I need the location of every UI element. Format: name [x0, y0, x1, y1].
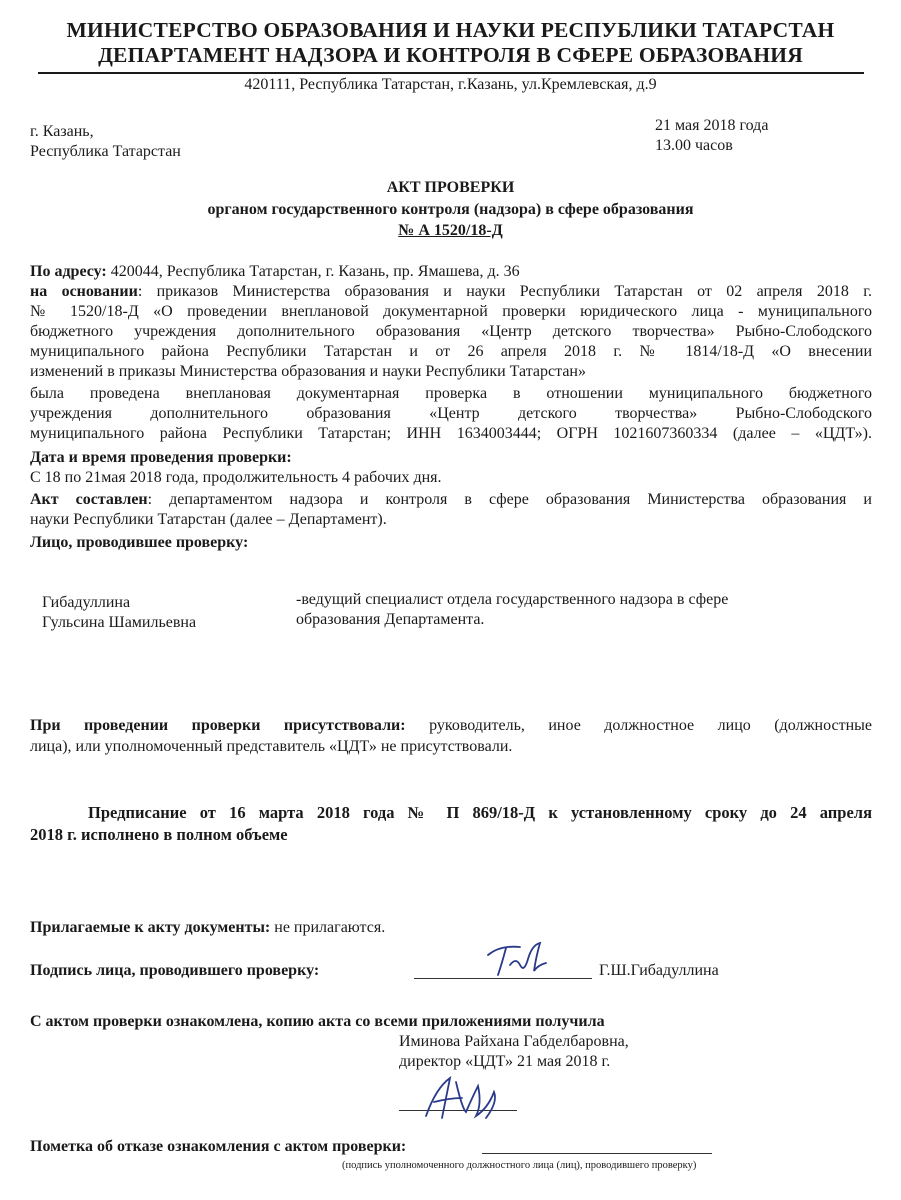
presence-line-2: лица), или уполномоченный представитель «ЦДТ» не присутствовали. [30, 738, 513, 755]
check-line-1: была проведена внеплановая документарная проверка в отношении муниципального бюджетного [30, 385, 872, 402]
inspector-surname: Гибадуллина [42, 594, 131, 611]
check-line-2: учреждения дополнительного образования «Центр детского творчества» Рыбно-Слободского [30, 405, 872, 422]
prescription-line-1: Предписание от 16 марта 2018 года № П 869/18-Д к установленному сроку до 24 апреля [88, 803, 872, 822]
act-title: АКТ ПРОВЕРКИ [386, 179, 515, 196]
signature-name: Г.Ш.Гибадуллина [599, 962, 719, 979]
acquaint-name: Иминова Райхана Габделбаровна, [399, 1033, 629, 1050]
presence-text: руководитель, иное должностное лицо (должностные [405, 717, 872, 734]
inspector-name: Гульсина Шамильевна [42, 614, 197, 631]
act-composer-line-2: науки Республики Татарстан (далее – Департамент). [30, 511, 387, 528]
basis-line-3: бюджетного учреждения дополнительного образования «Центр детского творчества» Рыбно-Слободского [30, 323, 872, 340]
check-date-label: Дата и время проведения проверки: [30, 449, 292, 466]
attached-label: Прилагаемые к акту документы: [30, 919, 271, 936]
signature-label: Подпись лица, проводившего проверку: [30, 962, 320, 979]
address-value: 420044, Республика Татарстан, г. Казань, пр. Ямашева, д. 36 [106, 263, 520, 280]
header-address: 420111, Республика Татарстан, г.Казань, ул.Кремлевская, д.9 [244, 76, 657, 93]
basis-line-1 [30, 282, 872, 302]
refusal-label: Пометка об отказе ознакомления с актом проверки: [30, 1138, 407, 1155]
basis-label: на основании [30, 283, 138, 300]
city: г. Казань, [30, 123, 94, 140]
act-composer-text: : департаментом надзора и контроля в сфере образования Министерства образования и [147, 491, 872, 508]
act-number [0, 222, 901, 240]
basis-line-2: № 1520/18-Д «О проведении внеплановой документарной проверки юридического лица - муниципального [30, 303, 872, 320]
acquaint-role: директор «ЦДТ» 21 мая 2018 г. [399, 1053, 611, 1070]
ministry-name: МИНИСТЕРСТВО ОБРАЗОВАНИЯ И НАУКИ РЕСПУБЛИКИ ТАТАРСТАН [66, 18, 835, 42]
director-signature-icon [416, 1068, 506, 1128]
basis-line-5: изменений в приказы Министерства образования и науки Республики Татарстан» [30, 363, 586, 380]
address-label: По адресу: [30, 263, 107, 280]
attached-line [30, 918, 385, 938]
header-divider [38, 72, 864, 74]
inspector-label: Лицо, проводившее проверку: [30, 534, 249, 551]
attached-value: не прилагаются. [270, 919, 386, 936]
check-line-3: муниципального района Республики Татарстан; ИНН 1634003444; ОГРН 1021607360334 (далее – «ЦДТ»). [30, 425, 872, 442]
basis-text-1: : приказов Министерства образования и науки Республики Татарстан от 02 апреля 2018 г. [137, 283, 873, 300]
refusal-caption: (подпись уполномоченного должностного лица (лиц), проводившего проверку) [342, 1160, 697, 1171]
address-line [30, 262, 520, 282]
act-composer-label: Акт составлен [30, 491, 148, 508]
act-composer-line-1 [30, 490, 872, 510]
act-date: 21 мая 2018 года [655, 117, 769, 134]
inspector-position-1: -ведущий специалист отдела государственного надзора в сфере [296, 591, 729, 608]
act-number-text: № А 1520/18-Д [398, 222, 503, 239]
acquaint-label: С актом проверки ознакомлена, копию акта со всеми приложениями получила [30, 1013, 605, 1030]
inspector-signature-icon [480, 935, 560, 983]
basis-line-4: муниципального района Республики Татарстан и от 26 апреля 2018 г. № 1814/18-Д «О внесении [30, 343, 872, 360]
region: Республика Татарстан [30, 143, 181, 160]
prescription-line-2: 2018 г. исполнено в полном объеме [30, 825, 288, 844]
act-subtitle: органом государственного контроля (надзора) в сфере образования [207, 201, 694, 218]
presence-line-1 [30, 716, 872, 736]
act-time: 13.00 часов [655, 137, 733, 154]
department-name: ДЕПАРТАМЕНТ НАДЗОРА И КОНТРОЛЯ В СФЕРЕ ОБРАЗОВАНИЯ [98, 43, 803, 67]
inspector-position-2: образования Департамента. [296, 611, 485, 628]
check-date-value: С 18 по 21мая 2018 года, продолжительность 4 рабочих дня. [30, 469, 442, 486]
presence-label: При проведении проверки присутствовали: [30, 717, 406, 734]
refusal-line [482, 1153, 712, 1154]
